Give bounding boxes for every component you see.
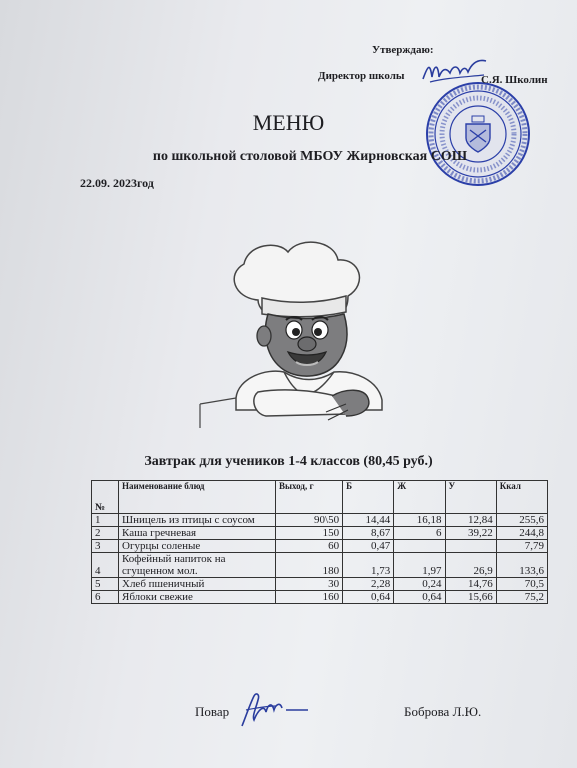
dish-output: 60	[276, 540, 343, 553]
dish-u: 26,9	[445, 553, 496, 578]
header-zh: Ж	[394, 481, 445, 514]
dish-b: 14,44	[343, 514, 394, 527]
header-num: №	[92, 481, 119, 514]
table-row	[92, 540, 548, 553]
table-row	[92, 514, 548, 527]
dish-kcal: 244,8	[496, 527, 547, 540]
dish-kcal: 75,2	[496, 591, 547, 604]
table-row	[92, 553, 548, 578]
dish-name: Каша гречневая	[119, 527, 276, 540]
dish-output: 150	[276, 527, 343, 540]
table-header-row	[92, 481, 548, 514]
dish-name: Яблоки свежие	[119, 591, 276, 604]
dish-u	[445, 540, 496, 553]
dish-b: 8,67	[343, 527, 394, 540]
dish-zh: 0,24	[394, 578, 445, 591]
header-name: Наименование блюд	[119, 481, 276, 514]
dish-output: 160	[276, 591, 343, 604]
cook-signature	[236, 690, 312, 732]
menu-date: 22.09. 2023год	[80, 176, 154, 190]
director-name: С.Я. Школин	[481, 74, 548, 86]
dish-zh: 6	[394, 527, 445, 540]
meal-title: Завтрак для учеников 1-4 классов (80,45 руб.)	[144, 454, 433, 469]
row-num: 3	[92, 540, 119, 553]
dish-b: 0,47	[343, 540, 394, 553]
dish-output: 30	[276, 578, 343, 591]
table-row	[92, 591, 548, 604]
director-label: Директор школы	[318, 70, 405, 82]
table-row	[92, 527, 548, 540]
dish-name: Огурцы соленые	[119, 540, 276, 553]
header-kcal: Ккал	[496, 481, 547, 514]
dish-zh: 16,18	[394, 514, 445, 527]
dish-name: Хлеб пшеничный	[119, 578, 276, 591]
dish-zh	[394, 540, 445, 553]
dish-name: Шницель из птицы с соусом	[119, 514, 276, 527]
row-num: 5	[92, 578, 119, 591]
dish-b: 1,73	[343, 553, 394, 578]
menu-table	[91, 480, 548, 604]
cook-name: Боброва Л.Ю.	[404, 704, 482, 719]
table-row	[92, 578, 548, 591]
dish-zh: 0,64	[394, 591, 445, 604]
page-subtitle: по школьной столовой МБОУ Жирновская СОШ	[152, 149, 468, 164]
row-num: 1	[92, 514, 119, 527]
page-title: МЕНЮ	[252, 110, 325, 135]
dish-kcal: 133,6	[496, 553, 547, 578]
row-num: 2	[92, 527, 119, 540]
dish-output: 180	[276, 553, 343, 578]
dish-b: 0,64	[343, 591, 394, 604]
chef-illustration	[196, 238, 416, 428]
dish-kcal: 255,6	[496, 514, 547, 527]
approval-label: Утверждаю:	[372, 44, 434, 56]
cook-label: Повар	[195, 704, 230, 719]
dish-b: 2,28	[343, 578, 394, 591]
row-num: 6	[92, 591, 119, 604]
dish-u: 14,76	[445, 578, 496, 591]
dish-kcal: 7,79	[496, 540, 547, 553]
header-output: Выход, г	[276, 481, 343, 514]
dish-u: 12,84	[445, 514, 496, 527]
dish-zh: 1,97	[394, 553, 445, 578]
header-u: У	[445, 481, 496, 514]
dish-name: Кофейный напиток на сгущенном мол.	[119, 553, 276, 578]
dish-u: 39,22	[445, 527, 496, 540]
dish-u: 15,66	[445, 591, 496, 604]
dish-kcal: 70,5	[496, 578, 547, 591]
header-b: Б	[343, 481, 394, 514]
row-num: 4	[92, 553, 119, 578]
dish-output: 90\50	[276, 514, 343, 527]
